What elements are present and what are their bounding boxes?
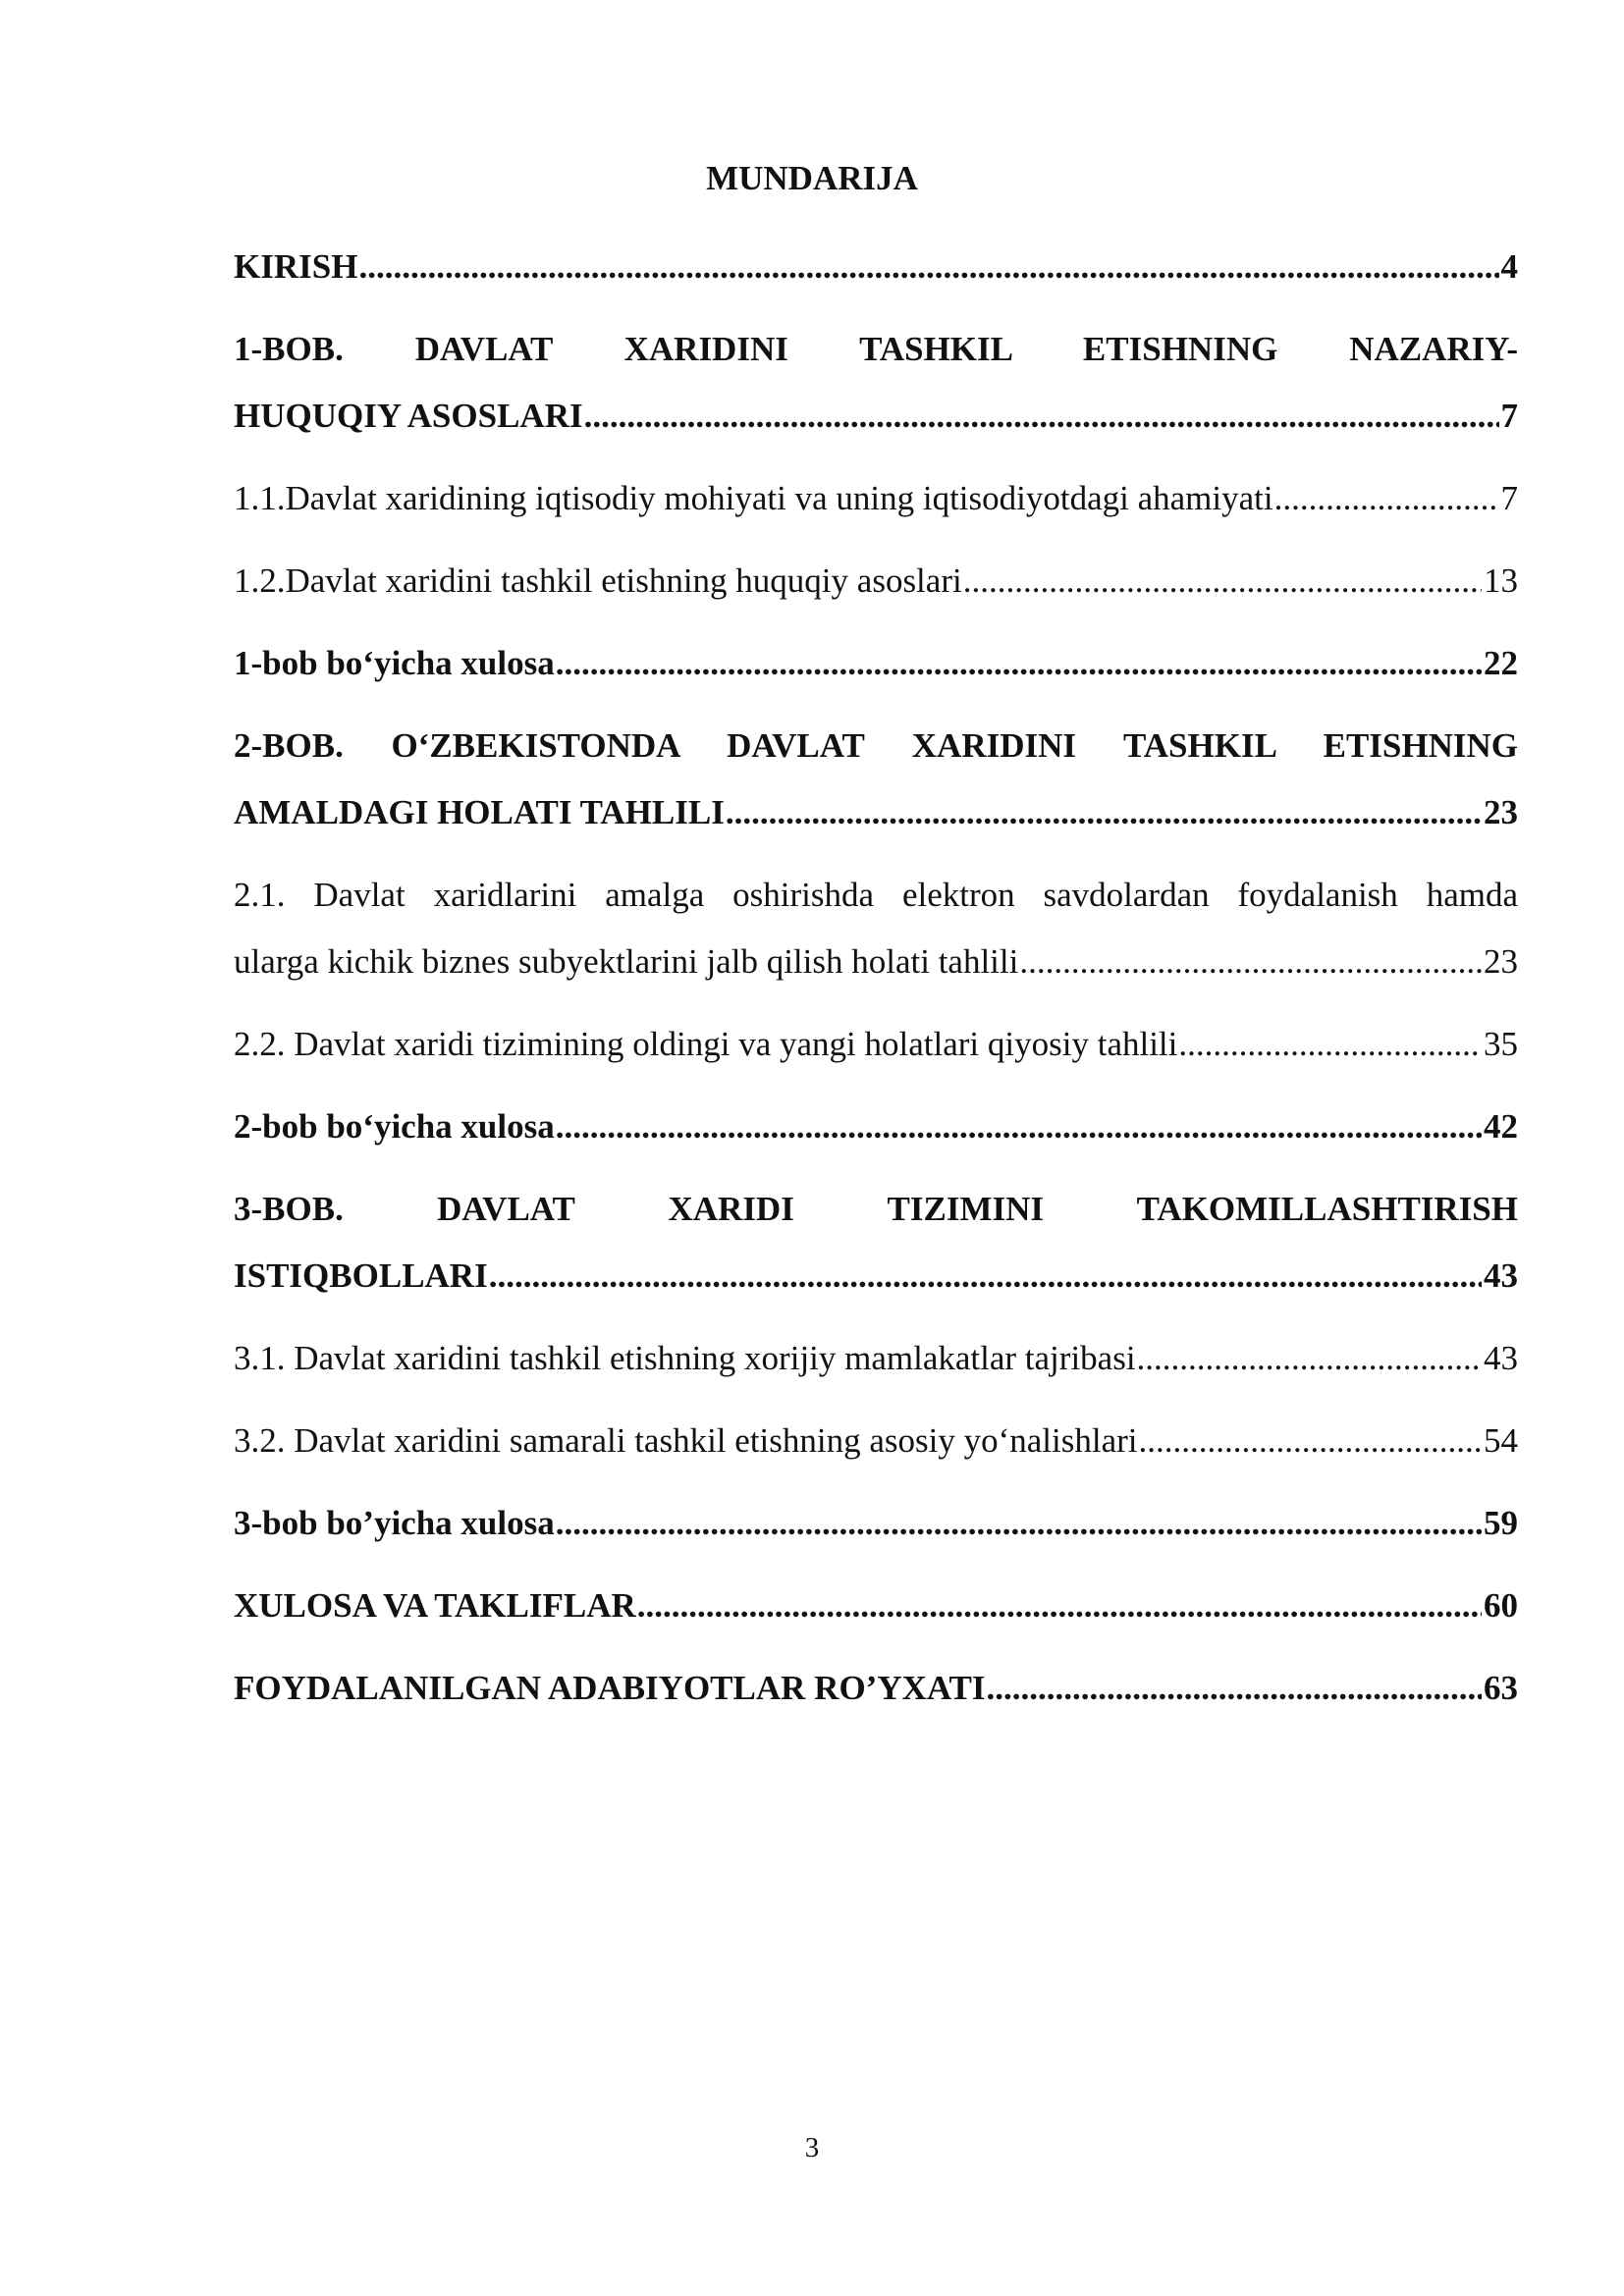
dot-leader [1137,1325,1482,1392]
toc-entry-label-line1: 2.1. Davlat xaridlarini amalga oshirishda elektron savdolardan foydalanish hamda [234,876,1518,914]
toc-entry-section-2-2[interactable] [234,1011,1518,1078]
toc-entry-label: 1-bob bo‘yicha xulosa [234,644,555,682]
toc-entry-kirish[interactable] [234,234,1518,300]
dot-leader [987,1655,1482,1722]
toc-entry-page: 4 [1500,247,1518,286]
toc-title: MUNDARIJA [706,159,918,197]
toc-entry-label: KIRISH [234,247,358,286]
toc-entry-label: 1.1.Davlat xaridining iqtisodiy mohiyati va uning iqtisodiyotdagi ahamiyati [234,479,1273,517]
toc-entry-page: 23 [1484,942,1518,981]
toc-entry-page: 43 [1484,1339,1518,1377]
toc-entry-label: 3.1. Davlat xaridini tashkil etishning xorijiy mamlakatlar tajribasi [234,1339,1136,1377]
dot-leader [556,1490,1482,1557]
table-of-contents [234,234,1518,1737]
toc-entry-conclusions-proposals[interactable] [234,1573,1518,1639]
toc-entry-page: 54 [1484,1421,1518,1460]
toc-entry-label: 3-bob bo’yicha xulosa [234,1504,555,1542]
toc-entry-label: 2-bob bo‘yicha xulosa [234,1107,555,1146]
toc-entry-chapter-2[interactable] [234,713,1518,846]
toc-entry-page: 23 [1484,793,1518,831]
dot-leader [556,1094,1482,1160]
toc-entry-chapter-3[interactable] [234,1176,1518,1309]
dot-leader [1019,929,1482,995]
toc-entry-section-1-1[interactable] [234,465,1518,532]
toc-entry-page: 35 [1484,1025,1518,1063]
dot-leader [556,630,1482,697]
toc-entry-section-2-1[interactable] [234,862,1518,995]
toc-entry-page: 42 [1484,1107,1518,1146]
toc-entry-chapter-1[interactable] [234,316,1518,450]
dot-leader [637,1573,1482,1639]
toc-entry-references[interactable] [234,1655,1518,1722]
toc-entry-page: 59 [1484,1504,1518,1542]
toc-entry-page: 63 [1484,1669,1518,1707]
toc-entry-label-line2: ularga kichik biznes subyektlarini jalb qilish holati tahlili [234,942,1019,981]
dot-leader [489,1243,1482,1309]
toc-entry-page: 22 [1484,644,1518,682]
toc-entry-page: 7 [1500,479,1518,517]
toc-entry-label: XULOSA VA TAKLIFLAR [234,1586,636,1625]
dot-leader [963,548,1482,614]
toc-entry-label: 1.2.Davlat xaridini tashkil etishning huquqiy asoslari [234,561,962,600]
toc-entry-label-line2: ISTIQBOLLARI [234,1256,488,1295]
toc-entry-label-line1: 3-BOB. DAVLAT XARIDI TIZIMINI TAKOMILLASHTIRISH [234,1190,1518,1228]
dot-leader [1274,465,1499,532]
toc-entry-page: 60 [1484,1586,1518,1625]
toc-entry-page: 43 [1484,1256,1518,1295]
toc-entry-section-3-2[interactable] [234,1408,1518,1474]
dot-leader [358,234,1498,300]
toc-entry-label-line2: HUQUQIY ASOSLARI [234,397,583,435]
toc-entry-page: 7 [1500,397,1518,435]
toc-entry-label: 3.2. Davlat xaridini samarali tashkil etishning asosiy yo‘nalishlari [234,1421,1138,1460]
toc-entry-label-line2: AMALDAGI HOLATI TAHLILI [234,793,725,831]
toc-entry-chapter-2-conclusion[interactable] [234,1094,1518,1160]
toc-entry-chapter-3-conclusion[interactable] [234,1490,1518,1557]
dot-leader [726,779,1482,846]
toc-entry-label-line1: 2-BOB. O‘ZBEKISTONDA DAVLAT XARIDINI TASHKIL ETISHNING [234,726,1518,765]
dot-leader [1178,1011,1482,1078]
page-number: 3 [804,2132,820,2163]
toc-entry-section-3-1[interactable] [234,1325,1518,1392]
toc-entry-label: 2.2. Davlat xaridi tizimining oldingi va yangi holatlari qiyosiy tahlili [234,1025,1178,1063]
dot-leader [584,383,1499,450]
dot-leader [1139,1408,1482,1474]
toc-entry-section-1-2[interactable] [234,548,1518,614]
toc-entry-label-line1: 1-BOB. DAVLAT XARIDINI TASHKIL ETISHNING NAZARIY- [234,330,1518,368]
toc-entry-label: FOYDALANILGAN ADABIYOTLAR RO’YXATI [234,1669,986,1707]
toc-entry-page: 13 [1484,561,1518,600]
toc-entry-chapter-1-conclusion[interactable] [234,630,1518,697]
